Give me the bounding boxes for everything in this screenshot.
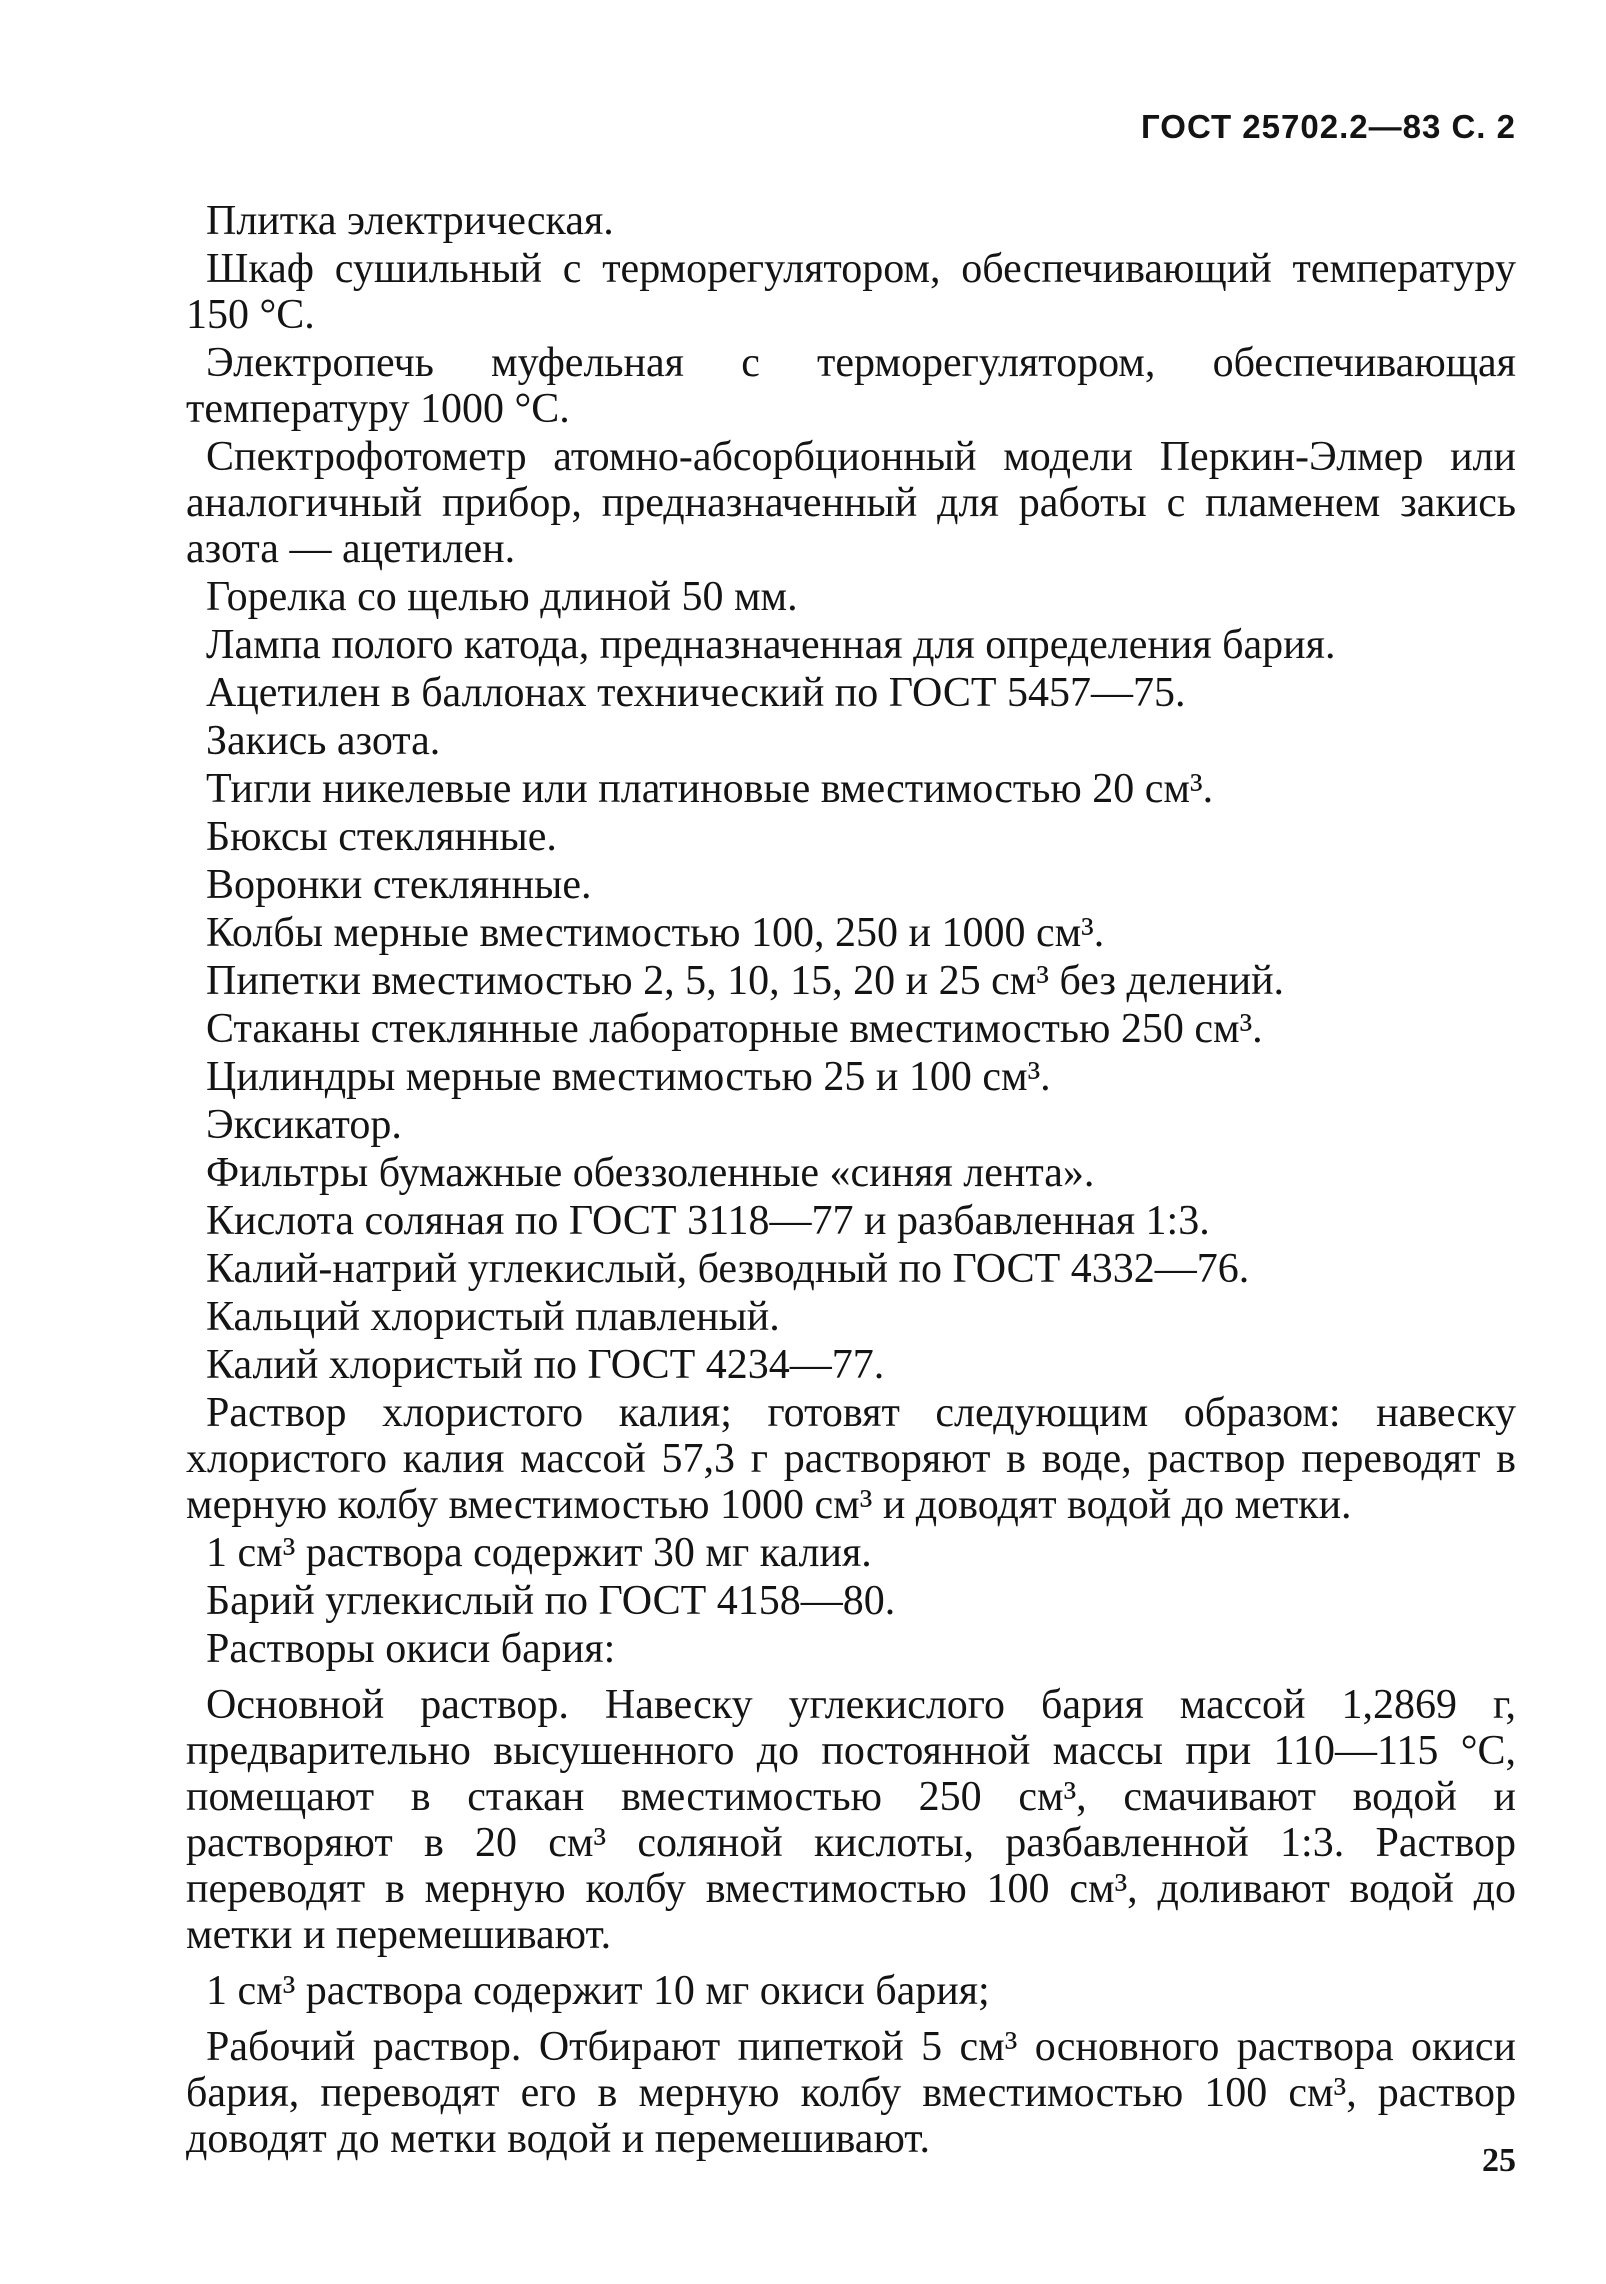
- paragraph: Горелка со щелью длиной 50 мм.: [206, 574, 798, 620]
- paragraph: Пипетки вместимостью 2, 5, 10, 15, 20 и 25 см³ без делений.: [206, 958, 1285, 1004]
- paragraph: Лампа полого катода, предназначенная для определения бария.: [206, 622, 1336, 668]
- paragraph: Фильтры бумажные обеззоленные «синяя лента».: [206, 1150, 1095, 1196]
- paragraph: Калий-натрий углекислый, безводный по ГОСТ 4332—76.: [206, 1246, 1250, 1292]
- paragraph: Воронки стеклянные.: [206, 862, 592, 908]
- paragraph: Цилиндры мерные вместимостью 25 и 100 см³.: [206, 1054, 1051, 1100]
- paragraph: Калий хлористый по ГОСТ 4234—77.: [206, 1342, 885, 1388]
- paragraph: Рабочий раствор. Отбирают пипеткой 5 см³ основного раствора окиси бария, переводят его в мерную колбу вместимостью 100 см³, раствор доводят до метки водой и перемешивают.: [186, 2024, 1516, 2162]
- paragraph: Колбы мерные вместимостью 100, 250 и 1000 см³.: [206, 910, 1105, 956]
- paragraph: Ацетилен в баллонах технический по ГОСТ 5457—75.: [206, 670, 1186, 716]
- paragraph: 1 см³ раствора содержит 10 мг окиси бария;: [206, 1968, 990, 2014]
- paragraph: Раствор хлористого калия; готовят следующим образом: навеску хлористого калия массой 57,3 г растворяют в воде, раствор переводят в мерную колбу вместимостью 1000 см³ и доводят водой до метки.: [186, 1390, 1516, 1528]
- paragraph: Растворы окиси бария:: [206, 1626, 616, 1672]
- paragraph: 1 см³ раствора содержит 30 мг калия.: [206, 1530, 872, 1576]
- page-number: 25: [1482, 2142, 1516, 2179]
- document-body: [186, 198, 1516, 2162]
- paragraph: Плитка электрическая.: [206, 198, 614, 244]
- paragraph: Кальций хлористый плавленый.: [206, 1294, 780, 1340]
- paragraph: Эксикатор.: [206, 1102, 402, 1148]
- paragraph: Тигли никелевые или платиновые вместимостью 20 см³.: [206, 766, 1214, 812]
- paragraph: Электропечь муфельная с терморегулятором, обеспечивающая температуру 1000 °С.: [186, 340, 1516, 432]
- paragraph: Шкаф сушильный с терморегулятором, обеспечивающий температуру 150 °С.: [186, 246, 1516, 338]
- paragraph: Барий углекислый по ГОСТ 4158—80.: [206, 1578, 896, 1624]
- paragraph: Спектрофотометр атомно-абсорбционный модели Перкин-Элмер или аналогичный прибор, предназначенный для работы с пламенем закись азота — ацетилен.: [186, 434, 1516, 572]
- paragraph: Основной раствор. Навеску углекислого бария массой 1,2869 г, предварительно высушенного до постоянной массы при 110—115 °С, помещают в стакан вместимостью 250 см³, смачивают водой и растворяют в 20 см³ соляной кислоты, разбавленной 1:3. Раствор переводят в мерную колбу вместимостью 100 см³, доливают водой до метки и перемешивают.: [186, 1682, 1516, 1958]
- paragraph: Стаканы стеклянные лабораторные вместимостью 250 см³.: [206, 1006, 1263, 1052]
- document-header: ГОСТ 25702.2—83 С. 2: [1141, 108, 1516, 145]
- paragraph: Закись азота.: [206, 718, 441, 764]
- paragraph: Бюксы стеклянные.: [206, 814, 557, 860]
- paragraph: Кислота соляная по ГОСТ 3118—77 и разбавленная 1:3.: [206, 1198, 1210, 1244]
